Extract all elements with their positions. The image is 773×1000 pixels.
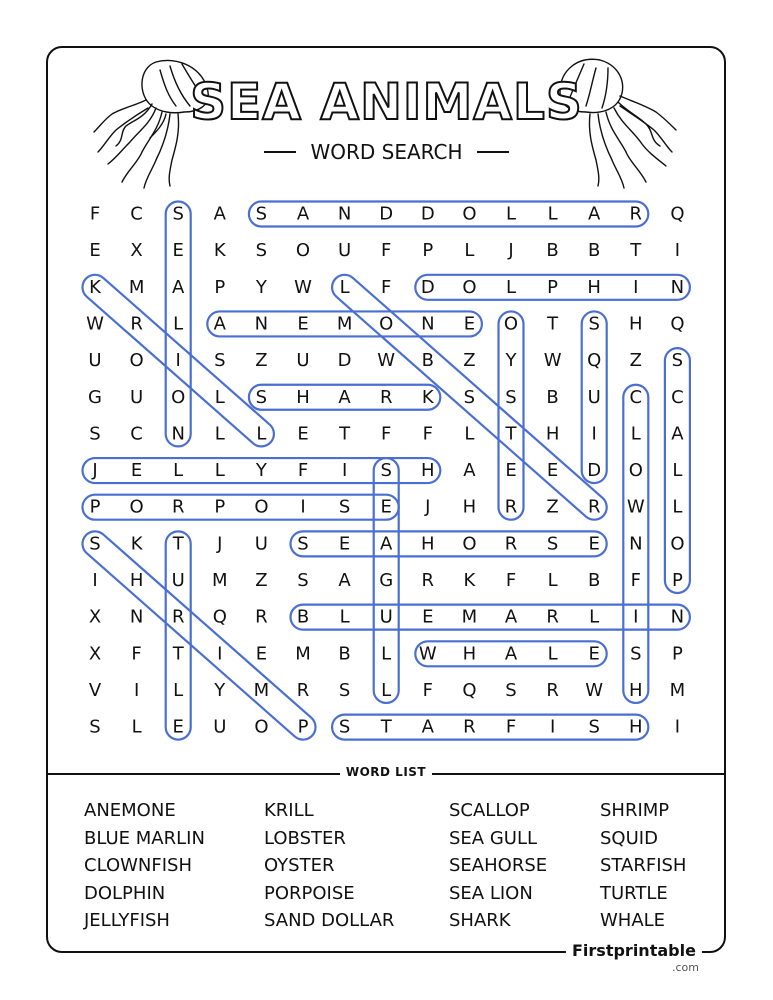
- grid-letter: L: [214, 386, 225, 408]
- grid-letter: F: [381, 423, 392, 445]
- grid-letter: H: [462, 496, 477, 518]
- grid-letter: H: [421, 460, 435, 482]
- grid-letter: P: [297, 716, 309, 738]
- grid-letter: U: [587, 386, 601, 408]
- grid-letter: S: [338, 716, 351, 738]
- grid-letter: W: [377, 350, 396, 372]
- grid-letter: Y: [255, 276, 267, 298]
- grid-letter: L: [381, 679, 392, 701]
- grid-letter: K: [130, 533, 143, 555]
- grid-letter: P: [422, 240, 434, 262]
- word-list-item: SHRIMP: [600, 800, 670, 821]
- word-list-title: WORD LIST: [345, 765, 427, 779]
- grid-letter: U: [296, 350, 310, 372]
- word-list-item: DOLPHIN: [84, 882, 166, 904]
- grid-letter: S: [588, 313, 600, 335]
- word-list-item: STARFISH: [600, 855, 687, 876]
- grid-letter: O: [171, 386, 186, 408]
- grid-letter: A: [296, 203, 310, 225]
- grid-letter: S: [380, 460, 392, 482]
- grid-letter: E: [89, 240, 101, 262]
- grid-letter: X: [88, 643, 102, 665]
- grid-letter: H: [129, 570, 144, 591]
- grid-letter: L: [505, 276, 517, 298]
- grid-letter: J: [217, 533, 223, 555]
- grid-letter: H: [587, 276, 601, 298]
- grid-letter: N: [670, 606, 685, 628]
- grid-letter: F: [131, 643, 142, 665]
- grid-letter: E: [297, 423, 309, 445]
- grid-letter: R: [463, 716, 476, 738]
- grid-letter: E: [297, 313, 309, 335]
- grid-letter: L: [630, 423, 641, 445]
- grid-letter: M: [128, 276, 145, 298]
- found-word-highlight-blue-marlin: [291, 605, 690, 630]
- grid-letter: E: [255, 643, 268, 665]
- grid-letter: T: [172, 643, 184, 665]
- word-list-column-4: [600, 797, 686, 935]
- grid-letter: R: [171, 496, 185, 518]
- grid-letter: O: [503, 313, 519, 335]
- grid-letter: A: [421, 716, 434, 738]
- grid-letter: A: [338, 570, 351, 591]
- grid-letter: N: [254, 313, 269, 335]
- grid-letter: I: [133, 679, 140, 701]
- grid-letter: Z: [255, 350, 268, 372]
- grid-letter: L: [381, 643, 392, 665]
- grid-letter: Q: [212, 606, 227, 628]
- grid-letter: T: [630, 240, 642, 262]
- grid-letter: F: [505, 570, 517, 591]
- grid-letter: O: [379, 313, 394, 335]
- word-list-item: PORPOISE: [264, 882, 355, 904]
- grid-letter: B: [546, 386, 559, 408]
- grid-letter: F: [381, 240, 392, 262]
- grid-letter: U: [130, 386, 144, 408]
- grid-letter: Q: [462, 679, 477, 701]
- grid-letter: H: [462, 643, 477, 665]
- grid-letter: K: [89, 276, 101, 298]
- grid-letter: K: [463, 570, 476, 591]
- grid-letter: Z: [629, 350, 642, 372]
- grid-letter: F: [297, 460, 309, 482]
- grid-letter: A: [380, 533, 393, 555]
- grid-letter: M: [295, 643, 311, 665]
- grid-letter: R: [546, 606, 559, 628]
- grid-letter: Q: [670, 313, 685, 335]
- grid-letter: I: [549, 716, 556, 738]
- grid-letter: S: [172, 203, 184, 225]
- grid-letter: U: [88, 350, 102, 372]
- grid-letter: L: [464, 240, 475, 262]
- grid-letter: W: [86, 313, 104, 335]
- brand-logo: [566, 941, 702, 960]
- grid-letter: R: [504, 496, 518, 518]
- grid-letter: I: [633, 276, 639, 298]
- grid-letter: F: [89, 203, 101, 225]
- grid-letter: S: [89, 423, 101, 445]
- grid-letter: S: [630, 643, 642, 665]
- grid-letter: T: [547, 313, 559, 335]
- grid-letter: C: [130, 203, 143, 225]
- grid-letter: H: [629, 716, 643, 738]
- brand-name: Firstprintable: [572, 941, 696, 960]
- grid-letter: J: [92, 460, 98, 482]
- word-list-column-3: [449, 797, 547, 935]
- grid-letter: A: [504, 606, 518, 628]
- grid-letter: E: [422, 606, 434, 628]
- word-list-column-2: [264, 797, 394, 935]
- word-list-item: LOBSTER: [264, 827, 346, 849]
- grid-letter: S: [463, 386, 476, 408]
- grid-letter: F: [630, 570, 641, 591]
- grid-letter: S: [338, 496, 351, 518]
- word-list-item: CLOWNFISH: [84, 855, 193, 876]
- grid-letter: I: [633, 606, 639, 628]
- grid-letter: A: [213, 203, 226, 225]
- grid-letter: O: [462, 276, 477, 298]
- grid-letter: L: [547, 203, 558, 225]
- grid-letter: I: [300, 496, 306, 518]
- grid-letter: F: [422, 679, 433, 701]
- grid-letter: Y: [255, 460, 267, 482]
- grid-letter: A: [213, 313, 226, 335]
- grid-letter: Q: [587, 350, 602, 372]
- grid-letter: L: [214, 423, 225, 445]
- word-list-item: TURTLE: [600, 882, 668, 904]
- grid-letter: P: [671, 570, 683, 591]
- grid-letter: L: [339, 276, 350, 298]
- grid-letter: L: [339, 606, 350, 628]
- grid-letter: O: [254, 716, 269, 738]
- grid-letter: W: [626, 496, 645, 518]
- grid-letter: C: [130, 423, 143, 445]
- found-word-highlight-starfish: [332, 715, 648, 740]
- grid-letter: A: [338, 386, 351, 408]
- grid-letter: L: [256, 423, 267, 445]
- grid-letter: V: [88, 679, 102, 701]
- grid-letter: B: [588, 570, 601, 591]
- found-word-highlight-shrimp: [77, 526, 320, 745]
- grid-letter: E: [588, 533, 600, 555]
- grid-letter: D: [420, 203, 435, 225]
- grid-letter: M: [336, 313, 353, 335]
- grid-letter: K: [213, 240, 226, 262]
- grid-letter: I: [591, 423, 597, 445]
- grid-letter: E: [130, 460, 143, 482]
- grid-letter: L: [672, 496, 683, 518]
- grid-letter: R: [130, 313, 143, 335]
- grid-letter: G: [379, 570, 394, 591]
- word-list-item: OYSTER: [264, 855, 335, 876]
- word-list-item: SEA LION: [449, 882, 533, 904]
- grid-letter: E: [588, 643, 600, 665]
- grid-letter: T: [505, 423, 517, 445]
- grid-letter: O: [462, 203, 477, 225]
- grid-letter: W: [418, 643, 437, 665]
- grid-letter: E: [463, 313, 476, 335]
- word-list-item: SCALLOP: [449, 800, 530, 821]
- grid-letter: R: [171, 606, 185, 628]
- grid-letter: E: [172, 240, 184, 262]
- grid-letter: M: [669, 679, 686, 701]
- grid-letter: I: [674, 240, 681, 262]
- grid-letter: Z: [255, 570, 268, 591]
- grid-letter: S: [255, 386, 268, 408]
- grid-letter: O: [628, 460, 643, 482]
- grid-letter: S: [588, 716, 600, 738]
- grid-letter: R: [421, 570, 435, 591]
- grid-letter: U: [171, 570, 185, 591]
- word-list-item: SQUID: [600, 827, 658, 849]
- grid-letter: O: [295, 240, 311, 262]
- grid-letter: O: [670, 533, 685, 555]
- grid-letter: L: [547, 643, 558, 665]
- word-list-item: ANEMONE: [84, 800, 176, 821]
- grid-letter: R: [504, 533, 518, 555]
- word-list-item: BLUE MARLIN: [84, 827, 205, 849]
- grid-letter: P: [671, 643, 683, 665]
- grid-letter: A: [588, 203, 601, 225]
- grid-letter: F: [505, 716, 517, 738]
- grid-letter: S: [505, 386, 517, 408]
- grid-letter: H: [545, 423, 560, 445]
- grid-letter: F: [381, 276, 392, 298]
- found-word-highlight-oyster: [499, 311, 524, 519]
- grid-letter: D: [379, 203, 394, 225]
- grid-letter: H: [629, 313, 643, 335]
- grid-letter: H: [629, 679, 643, 701]
- grid-letter: O: [129, 496, 144, 518]
- grid-letter: S: [297, 533, 309, 555]
- grid-letter: L: [547, 570, 558, 591]
- grid-letter: B: [546, 240, 559, 262]
- word-list-column-1: [84, 797, 205, 935]
- page-subtitle: WORD SEARCH: [310, 140, 463, 164]
- grid-letter: S: [89, 716, 101, 738]
- grid-letter: T: [172, 533, 184, 555]
- grid-letter: L: [464, 423, 475, 445]
- grid-letter: L: [589, 606, 600, 628]
- grid-letter: L: [505, 203, 517, 225]
- grid-letter: N: [670, 276, 685, 298]
- grid-letter: B: [421, 350, 434, 372]
- grid-letter: A: [172, 276, 185, 298]
- grid-letter: I: [674, 716, 681, 738]
- grid-letter: P: [214, 276, 226, 298]
- word-list-item: SAND DOLLAR: [264, 910, 395, 931]
- grid-letter: S: [255, 240, 268, 262]
- grid-letter: N: [129, 606, 144, 628]
- grid-letter: L: [672, 460, 683, 482]
- grid-letter: P: [547, 276, 559, 298]
- grid-letter: S: [89, 533, 101, 555]
- grid-letter: D: [337, 350, 352, 372]
- grid-letter: U: [338, 240, 352, 262]
- grid-letter: L: [173, 313, 184, 335]
- grid-letter: A: [671, 423, 684, 445]
- grid-letter: R: [587, 496, 601, 518]
- grid-letter: D: [587, 460, 602, 482]
- grid-letter: W: [585, 679, 604, 701]
- grid-letter: E: [546, 460, 559, 482]
- word-list-item: JELLYFISH: [84, 910, 170, 931]
- word-list-item: SEA GULL: [449, 827, 538, 849]
- grid-letter: R: [296, 679, 310, 701]
- grid-letter: C: [671, 386, 684, 408]
- word-list-item: SEAHORSE: [449, 855, 548, 876]
- grid-letter: H: [296, 386, 310, 408]
- grid-letter: W: [543, 350, 562, 372]
- grid-letter: Y: [214, 679, 226, 701]
- grid-letter: N: [337, 203, 352, 225]
- grid-letter: E: [172, 716, 184, 738]
- grid-letter: G: [88, 386, 102, 408]
- grid-letter: R: [379, 386, 393, 408]
- word-list-item: SHARK: [449, 910, 511, 931]
- grid-letter: A: [504, 643, 518, 665]
- word-list-divider-left: [48, 773, 340, 775]
- grid-letter: M: [212, 570, 228, 591]
- grid-letter: X: [130, 240, 143, 262]
- grid-letter: S: [255, 203, 268, 225]
- grid-letter: S: [297, 570, 309, 591]
- grid-letter: Q: [670, 203, 685, 225]
- grid-letter: J: [508, 240, 514, 262]
- grid-letter: E: [380, 496, 392, 518]
- grid-letter: I: [175, 350, 181, 372]
- grid-letter: B: [338, 643, 351, 665]
- grid-letter: R: [629, 203, 643, 225]
- grid-letter: T: [339, 423, 351, 445]
- grid-letter: O: [462, 533, 477, 555]
- grid-letter: N: [629, 533, 643, 555]
- letter-layer: [86, 204, 685, 738]
- word-list-divider-right: [432, 773, 724, 775]
- grid-letter: D: [420, 276, 435, 298]
- grid-letter: E: [505, 460, 517, 482]
- grid-letter: Z: [546, 496, 559, 518]
- grid-letter: H: [421, 533, 435, 555]
- grid-letter: S: [671, 350, 684, 372]
- grid-letter: Z: [463, 350, 476, 372]
- grid-letter: Y: [505, 350, 517, 372]
- brand-tld: .com: [672, 961, 699, 974]
- grid-letter: S: [214, 350, 226, 372]
- word-list-item: WHALE: [600, 910, 666, 931]
- grid-letter: I: [92, 570, 98, 591]
- found-word-highlight-turtle: [166, 531, 191, 739]
- grid-letter: U: [379, 606, 393, 628]
- grid-letter: S: [546, 533, 559, 555]
- grid-letter: C: [629, 386, 643, 408]
- grid-letter: S: [505, 679, 517, 701]
- grid-letter: R: [255, 606, 268, 628]
- grid-letter: N: [421, 313, 435, 335]
- grid-letter: U: [213, 716, 227, 738]
- grid-letter: T: [380, 716, 392, 738]
- grid-letter: P: [214, 496, 226, 518]
- grid-letter: L: [214, 460, 225, 482]
- grid-letter: I: [341, 460, 348, 482]
- grid-letter: R: [546, 679, 559, 701]
- word-list-item: KRILL: [264, 800, 314, 821]
- page-title: SEA ANIMALS: [190, 73, 583, 131]
- grid-letter: J: [425, 496, 431, 518]
- grid-letter: B: [296, 606, 310, 628]
- grid-letter: I: [217, 643, 223, 665]
- grid-letter: L: [131, 716, 142, 738]
- grid-letter: L: [173, 460, 184, 482]
- grid-letter: M: [461, 606, 478, 628]
- grid-letter: L: [173, 679, 184, 701]
- grid-letter: B: [588, 240, 601, 262]
- grid-letter: S: [338, 679, 351, 701]
- grid-letter: K: [421, 386, 434, 408]
- grid-letter: X: [88, 606, 102, 628]
- grid-letter: W: [294, 276, 312, 298]
- grid-letter: A: [463, 460, 476, 482]
- grid-letter: E: [338, 533, 351, 555]
- grid-letter: M: [253, 679, 270, 701]
- grid-letter: O: [129, 350, 144, 372]
- grid-letter: U: [254, 533, 268, 555]
- grid-letter: N: [171, 423, 185, 445]
- grid-letter: O: [254, 496, 269, 518]
- grid-letter: F: [422, 423, 433, 445]
- grid-letter: P: [89, 496, 101, 518]
